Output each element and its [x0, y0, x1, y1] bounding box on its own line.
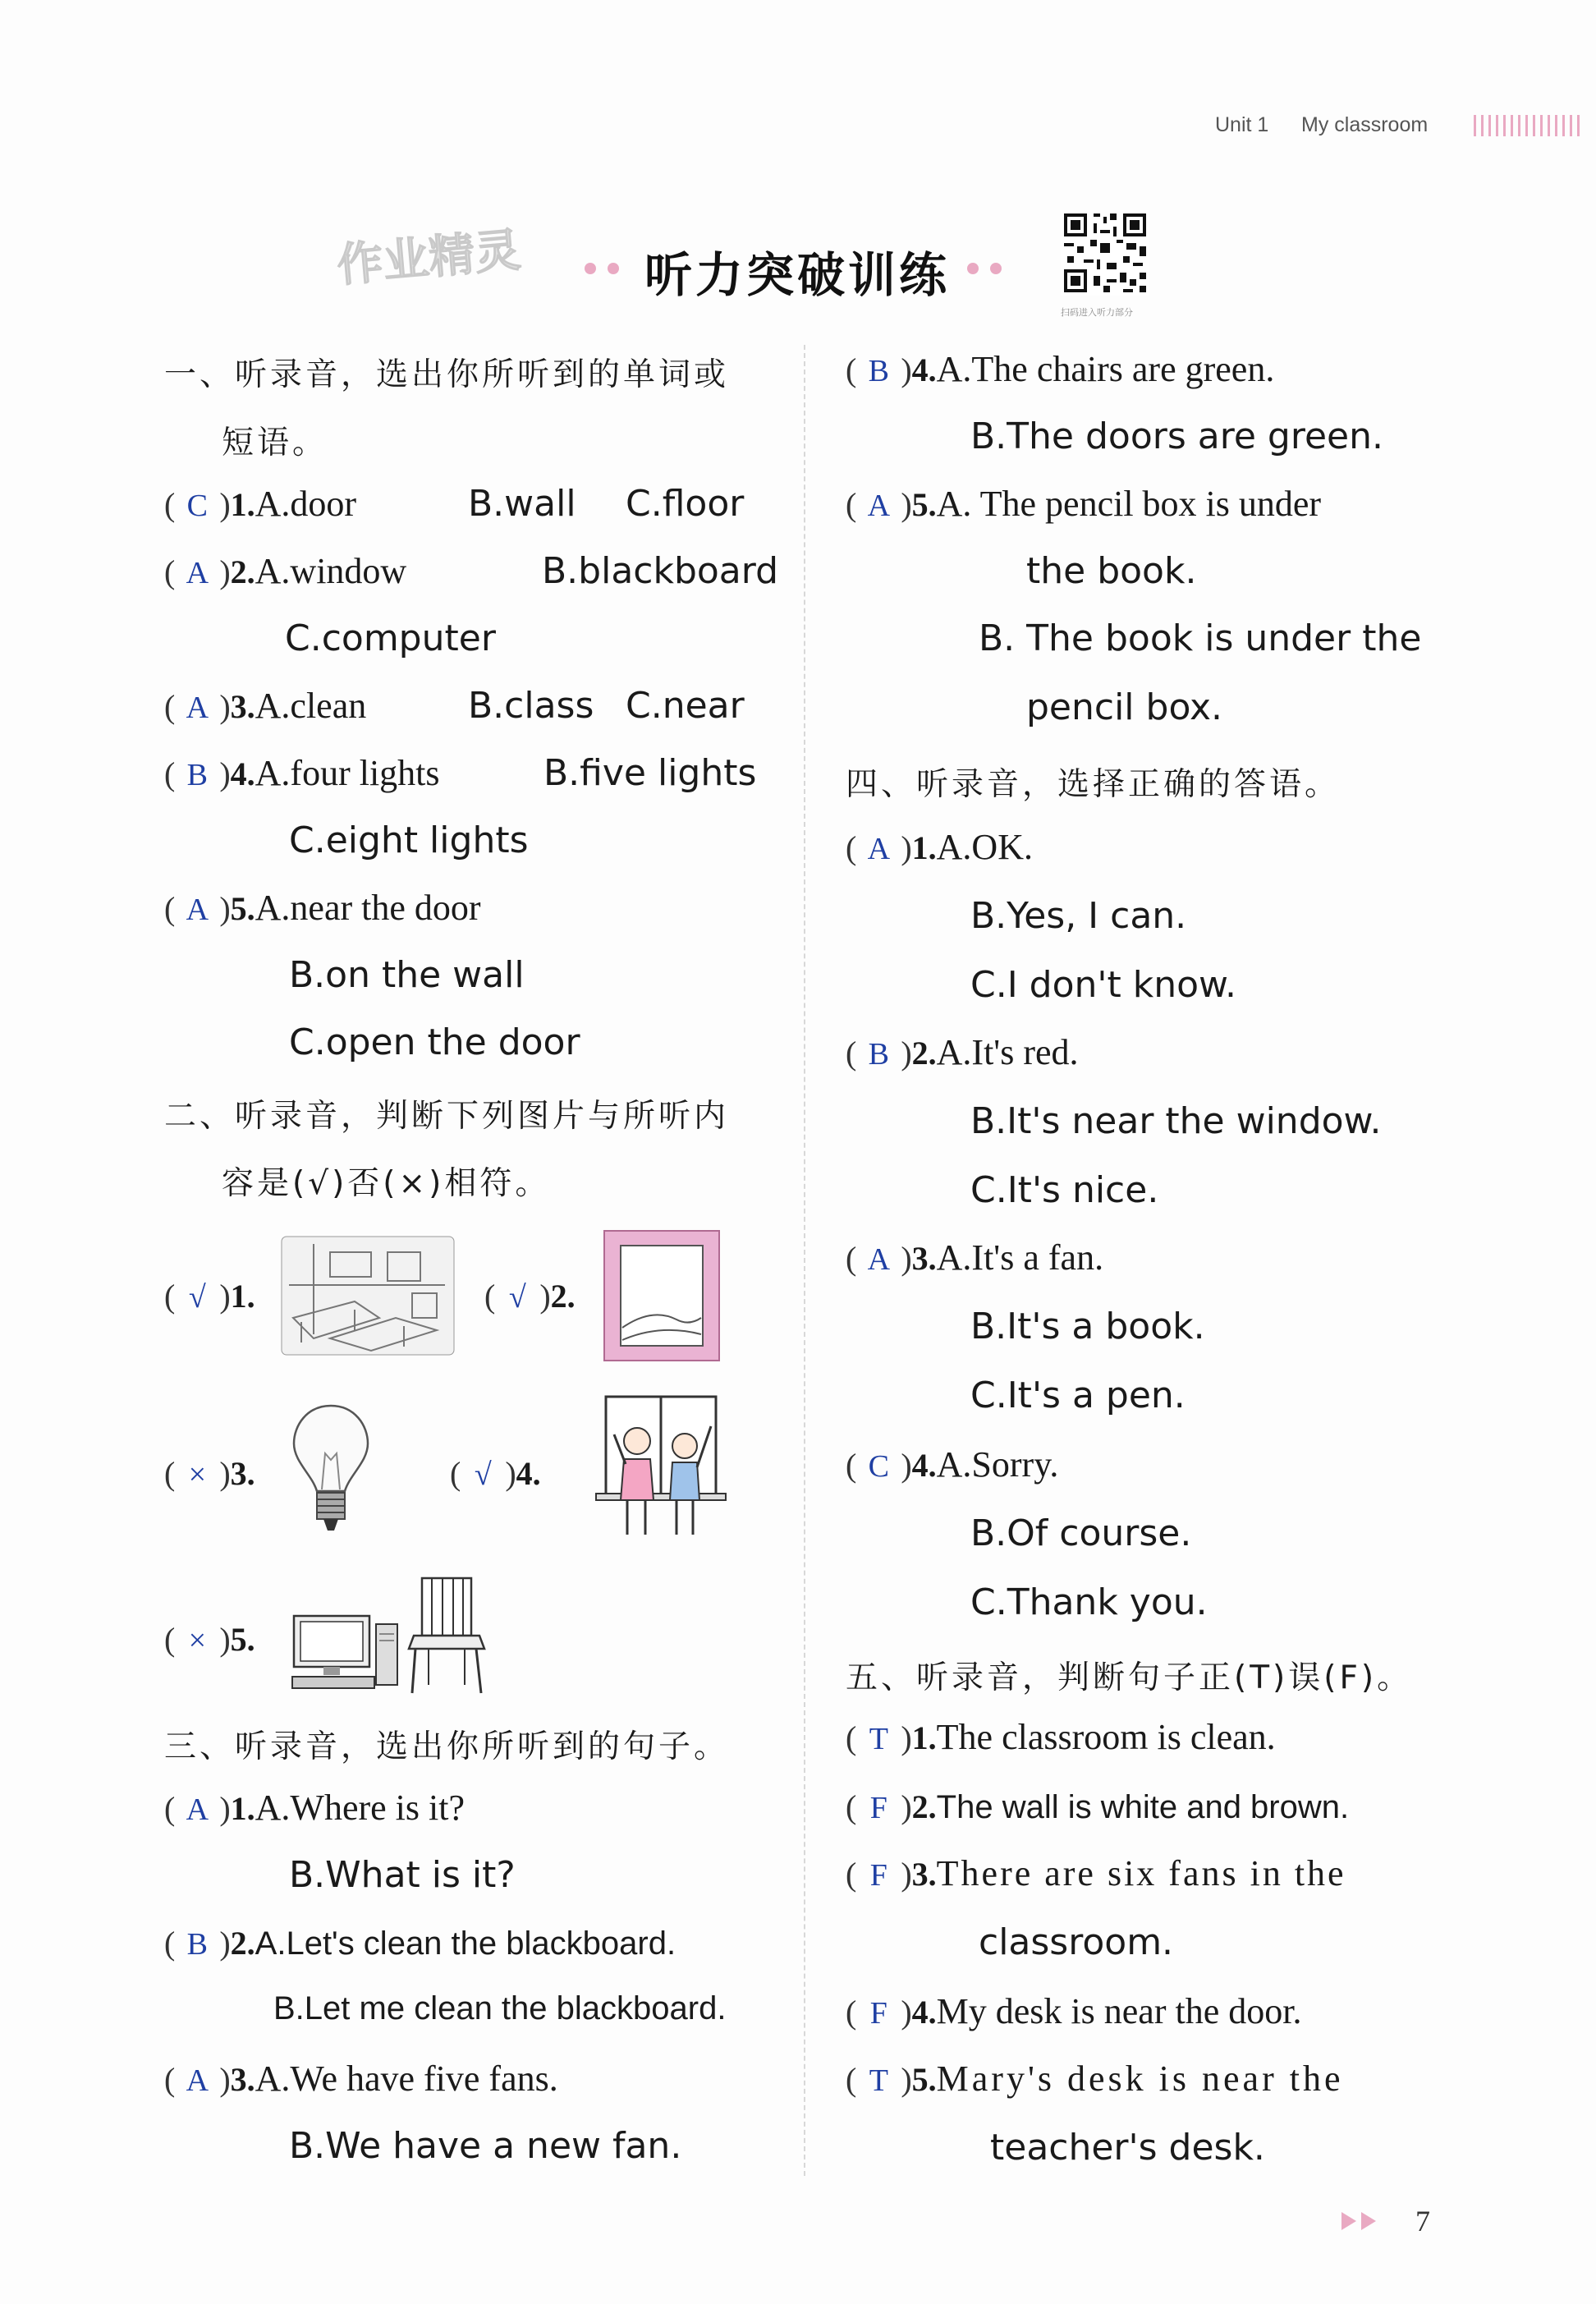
option-b: B.Of course.: [970, 1512, 1192, 1554]
answer-mark: √: [188, 1280, 206, 1315]
qr-caption: 扫码进入听力部分: [1061, 307, 1133, 318]
list-item: ( √ )1.: [164, 1278, 255, 1315]
list-item: ( √ )4.: [450, 1455, 541, 1492]
list-item: ( B )4.A.four lights: [164, 753, 440, 793]
topic-label: My classroom: [1301, 113, 1429, 136]
section1-heading-cont: 短语。: [222, 425, 328, 461]
answer-mark: A: [867, 489, 891, 523]
option-b: B.The doors are green.: [970, 415, 1383, 457]
section2-heading: 二、听录音，判断下列图片与所听内: [164, 1098, 730, 1135]
list-item: ( F )3.There are six fans in the: [846, 1853, 1346, 1893]
answer-mark: B: [186, 1927, 208, 1962]
answer-mark: A: [186, 556, 209, 590]
option-b: B.five lights: [543, 752, 757, 794]
option-b: B. The book is under the: [979, 617, 1422, 659]
section2-heading-cont: 容是(√)否(×)相符。: [222, 1165, 551, 1202]
answer-mark: A: [186, 691, 209, 725]
list-item: ( B )2.A.Let's clean the blackboard.: [164, 1925, 676, 1962]
section3-heading: 三、听录音，选出你所听到的句子。: [164, 1728, 730, 1765]
answer-mark: √: [508, 1280, 526, 1315]
answer-mark: √: [474, 1457, 492, 1492]
option-b: B.Yes, I can.: [970, 895, 1187, 937]
qr-code-icon[interactable]: [1061, 210, 1149, 296]
option-b: B.class: [468, 685, 594, 727]
answer-mark: C: [186, 489, 208, 523]
section5-heading: 五、听录音，判断句子正(T)误(F)。: [846, 1659, 1413, 1696]
list-item: ( F )4.My desk is near the door.: [846, 1991, 1302, 2031]
list-item: ( A )1.A.OK.: [846, 827, 1033, 867]
answer-mark: F: [869, 1858, 887, 1893]
option-b: B.wall: [468, 483, 576, 525]
option-b: B.We have a new fan.: [289, 2125, 682, 2167]
list-item: ( A )2.A.window: [164, 551, 407, 591]
column-divider: [804, 345, 805, 2176]
page-number: 7: [1415, 2205, 1430, 2237]
list-item-cont: teacher's desk.: [990, 2127, 1265, 2169]
list-item: ( B )4.A.The chairs are green.: [846, 349, 1275, 389]
option-a-cont: the book.: [1026, 550, 1197, 592]
classroom-picture-icon: [281, 1236, 455, 1356]
list-item: ( T )5.Mary's desk is near the: [846, 2058, 1344, 2099]
option-c: C.floor: [626, 483, 745, 525]
answer-mark: ×: [188, 1457, 207, 1492]
computer-and-chair-picture-icon: [291, 1575, 488, 1696]
header-stripes: [1474, 115, 1580, 136]
answer-mark: T: [869, 1722, 888, 1756]
option-b: B.What is it?: [289, 1854, 516, 1896]
kids-cleaning-window-picture-icon: [594, 1393, 727, 1541]
light-bulb-picture-icon: [289, 1402, 373, 1535]
answer-mark: B: [186, 758, 208, 792]
title-dot: [608, 263, 619, 274]
list-item: ( F )2.The wall is white and brown.: [846, 1788, 1350, 1825]
answer-mark: T: [869, 2063, 888, 2098]
option-c: C.eight lights: [289, 819, 529, 861]
answer-mark: A: [186, 893, 209, 927]
option-b: B.blackboard: [542, 550, 779, 592]
list-item: ( √ )2.: [484, 1278, 576, 1315]
answer-mark: A: [186, 1792, 209, 1827]
answer-mark: B: [868, 1037, 889, 1072]
answer-mark: A: [186, 2063, 209, 2098]
list-item-cont: classroom.: [979, 1921, 1174, 1963]
section1-heading: 一、听录音，选出你所听到的单词或: [164, 356, 730, 393]
answer-mark: B: [868, 354, 889, 388]
option-b: B.It's a book.: [970, 1306, 1205, 1347]
next-arrows-icon: [1338, 2209, 1384, 2233]
option-b: B.Let me clean the blackboard.: [273, 1990, 727, 2026]
list-item: ( T )1.The classroom is clean.: [846, 1717, 1276, 1757]
answer-mark: A: [867, 1242, 891, 1277]
option-c: C.computer: [285, 617, 496, 659]
list-item: ( A )1.A.Where is it?: [164, 1788, 465, 1828]
option-b: B.It's near the window.: [970, 1100, 1382, 1142]
list-item: ( × )3.: [164, 1455, 255, 1492]
list-item: ( C )4.A.Sorry.: [846, 1444, 1059, 1485]
answer-mark: F: [869, 1996, 887, 2031]
option-c: C.open the door: [289, 1021, 580, 1063]
title-dot: [967, 263, 979, 274]
option-c: C.It's nice.: [970, 1169, 1159, 1211]
answer-mark: A: [867, 832, 891, 866]
answer-mark: ×: [188, 1623, 207, 1658]
title-dot: [585, 263, 596, 274]
unit-label: Unit 1: [1215, 113, 1269, 136]
watermark-logo: 作业精灵: [334, 223, 523, 293]
option-c: C.I don't know.: [970, 964, 1236, 1006]
option-b: B.on the wall: [289, 954, 525, 996]
list-item: ( × )5.: [164, 1621, 255, 1658]
list-item: ( A )3.A.It's a fan.: [846, 1237, 1104, 1278]
answer-mark: F: [869, 1791, 887, 1825]
list-item: ( B )2.A.It's red.: [846, 1032, 1079, 1072]
option-b-cont: pencil box.: [1026, 686, 1223, 728]
section4-heading: 四、听录音，选择正确的答语。: [846, 766, 1341, 803]
answer-mark: C: [868, 1449, 889, 1484]
list-item: ( A )3.A.We have five fans.: [164, 2058, 558, 2099]
option-c: C.It's a pen.: [970, 1375, 1186, 1416]
list-item: ( C )1.A.door: [164, 484, 357, 524]
title-dot: [990, 263, 1002, 274]
option-c: C.near: [626, 685, 745, 727]
window-picture-icon: [603, 1229, 721, 1362]
list-item: ( A )5.A. The pencil box is under: [846, 484, 1322, 524]
list-item: ( A )5.A.near the door: [164, 888, 481, 928]
list-item: ( A )3.A.clean: [164, 686, 367, 726]
option-c: C.Thank you.: [970, 1581, 1208, 1623]
page-title: 听力突破训练: [644, 247, 951, 303]
